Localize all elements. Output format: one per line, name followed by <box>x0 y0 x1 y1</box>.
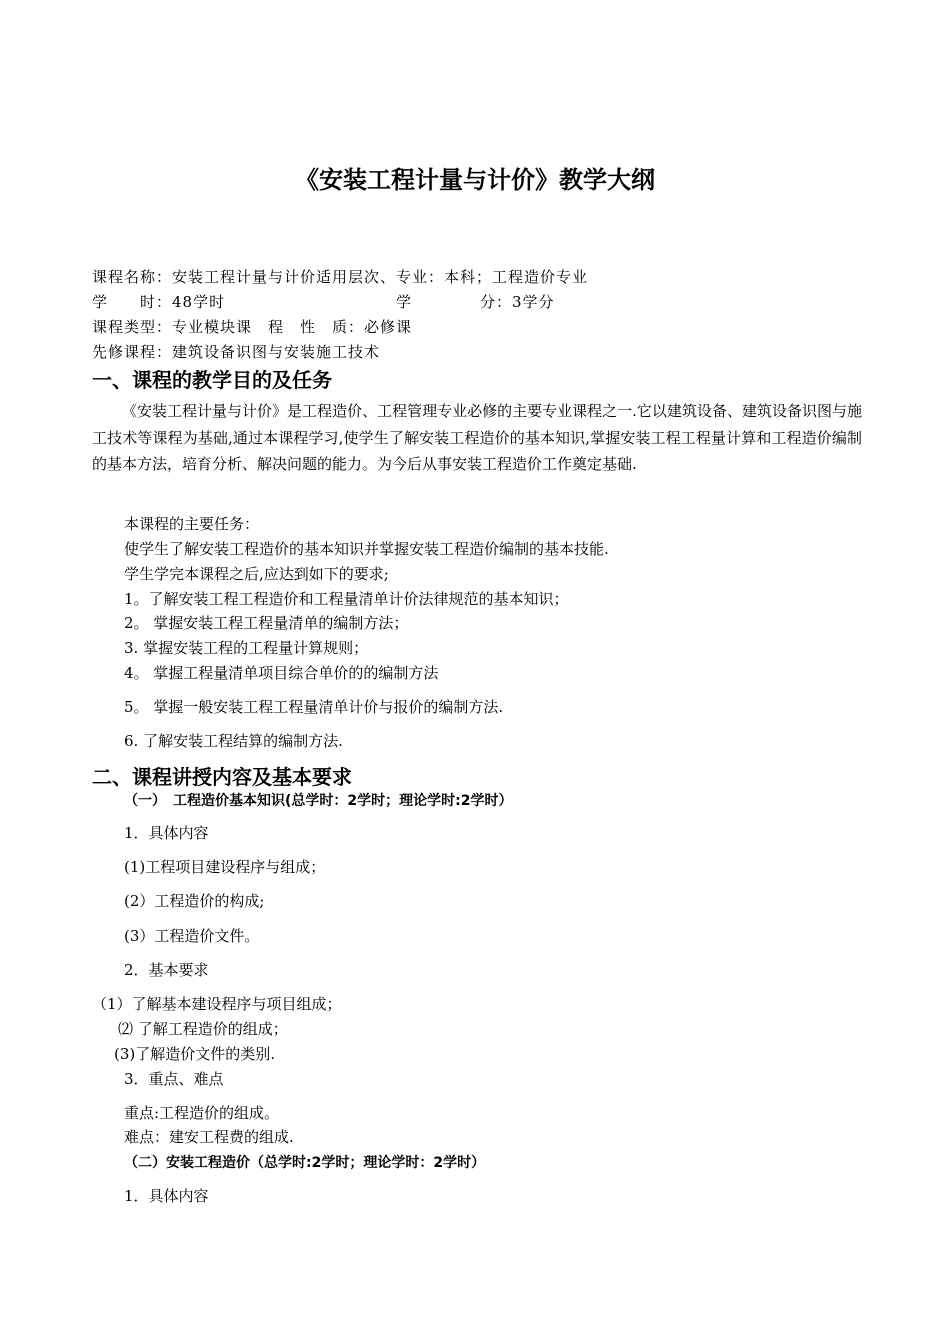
section1-paragraph: 《安装工程计量与计价》是工程造价、工程管理专业必修的主要专业课程之一.它以建筑设备、建筑设备识图与施工技术等课程为基础,通过本课程学习,使学生了解安装工程造价的基本知识,掌握安装工程工程量计算和工程造价编制的基本方法，培育分析、解决问题的能力。为今后从事安装工程造价工作奠定基础. <box>92 402 862 473</box>
section2-heading: 二、课程讲授内容及基本要求 <box>92 765 352 789</box>
key-point: 重点:工程造价的组成。 <box>124 1104 280 1122</box>
content-label: 1．具体内容 <box>124 1187 209 1205</box>
section1-heading: 一、课程的教学目的及任务 <box>92 368 332 392</box>
task-line: 本课程的主要任务： <box>124 515 260 533</box>
task-line: 4。 掌握工程量清单项目综合单价的的编制方法 <box>124 664 439 682</box>
hours-line: 学 时：48学时 <box>92 293 226 311</box>
difficulty: 难点：建安工程费的组成. <box>124 1128 294 1146</box>
subsection1-heading: （一） 工程造价基本知识(总学时：2学时；理论学时:2学时） <box>124 793 513 809</box>
content-item: (1)工程项目建设程序与组成； <box>124 858 326 876</box>
require-item: （1）了解基本建设程序与项目组成； <box>92 995 342 1013</box>
task-line: 1。了解安装工程工程造价和工程量清单计价法律规范的基本知识； <box>124 590 569 608</box>
content-item: (3）工程造价文件。 <box>124 927 260 945</box>
require-item: (3)了解造价文件的类别. <box>114 1045 276 1063</box>
content-label: 1．具体内容 <box>124 824 209 842</box>
prereq-line: 先修课程：建筑设备识图与安装施工技术 <box>92 343 381 361</box>
task-line: 学生学完本课程之后,应达到如下的要求; <box>124 565 389 583</box>
require-label: 2．基本要求 <box>124 961 209 979</box>
task-line: 6. 了解安装工程结算的编制方法. <box>124 732 343 750</box>
document-title: 《安装工程计量与计价》教学大纲 <box>295 166 655 194</box>
require-item: ⑵ 了解工程造价的组成； <box>118 1020 288 1038</box>
task-line: 使学生了解安装工程造价的基本知识并掌握安装工程造价编制的基本技能. <box>124 540 609 558</box>
credit-value: 分：3学分 <box>480 293 555 311</box>
subsection2-heading: （二）安装工程造价（总学时:2学时；理论学时：2学时） <box>124 1155 486 1171</box>
task-line: 5。 掌握一般安装工程工程量清单计价与报价的编制方法. <box>124 698 504 716</box>
content-item: (2）工程造价的构成; <box>124 892 265 910</box>
key-label: 3．重点、难点 <box>124 1070 224 1088</box>
task-line: 2。 掌握安装工程工程量清单的编制方法； <box>124 614 409 632</box>
task-line: 3. 掌握安装工程的工程量计算规则； <box>124 639 369 657</box>
course-type-line: 课程类型：专业模块课 程 性 质：必修课 <box>92 318 413 336</box>
credit-label: 学 <box>396 293 413 311</box>
course-name-line: 课程名称：安装工程计量与计价适用层次、专业：本科；工程造价专业 <box>92 268 589 286</box>
